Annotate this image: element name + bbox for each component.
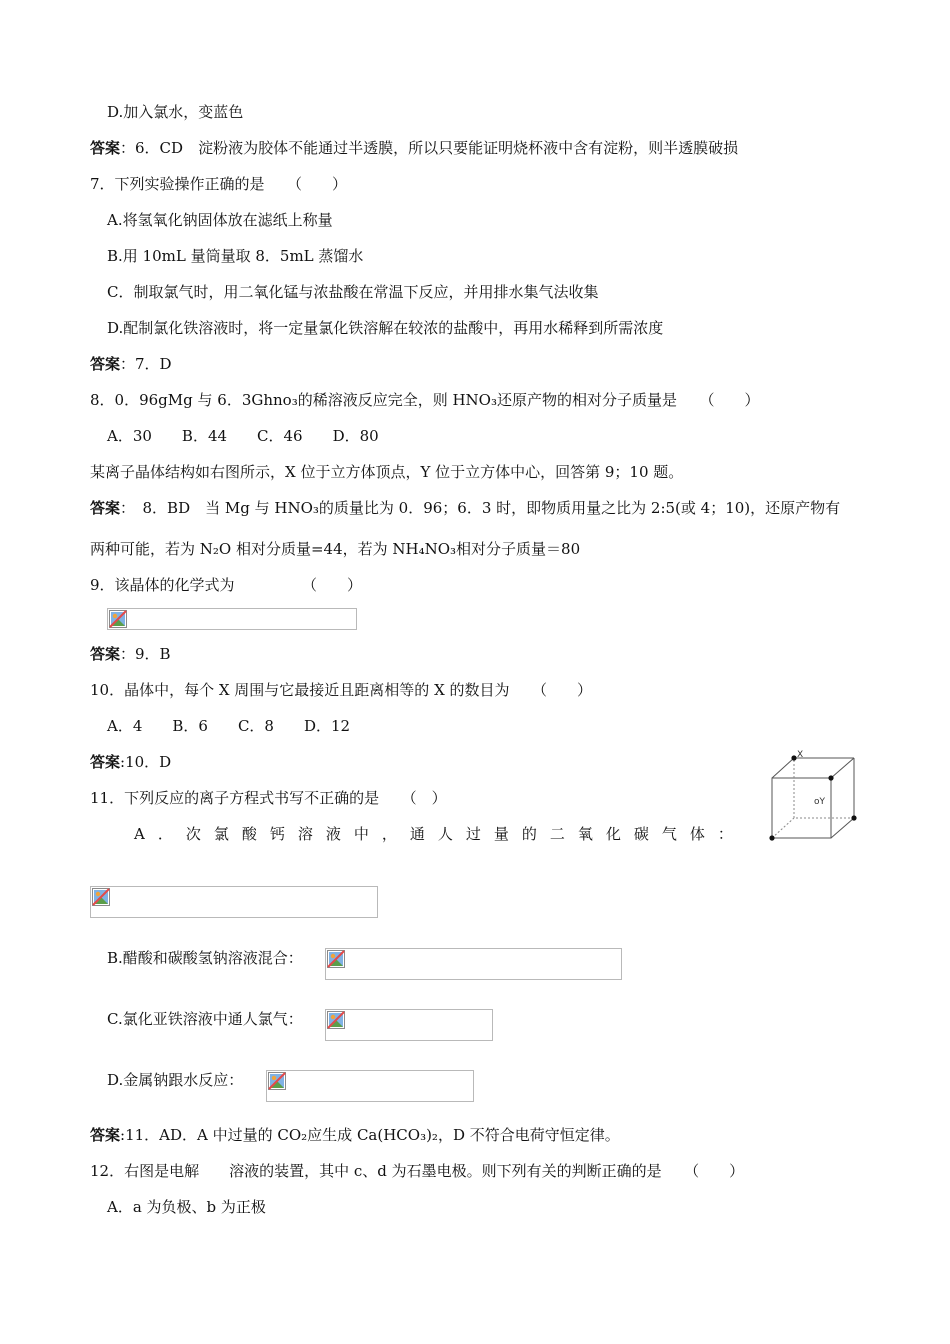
- missing-formula-image: [107, 608, 357, 630]
- broken-image-icon: [327, 1011, 345, 1029]
- q10-options: A．4 B．6 C．8 D．12: [107, 717, 351, 735]
- missing-equation-image: [266, 1070, 474, 1102]
- answer-text: ：9．B: [120, 645, 171, 663]
- answer-8: [90, 498, 840, 518]
- q11-option-b: B.醋酸和碳酸氢钠溶液混合：: [107, 949, 303, 967]
- answer-7: [90, 354, 172, 374]
- answer-label: 答案: [90, 355, 121, 373]
- missing-equation-image: [325, 948, 622, 980]
- answer-text: ： 8．BD 当 Mg 与 HNO₃的质量比为 0．96；6．3 时，即物质用量之比为 2:5(或 4；10)，还原产物有: [120, 499, 841, 517]
- q11-option-d: D.金属钠跟水反应：: [107, 1071, 244, 1089]
- broken-image-icon: [92, 888, 110, 906]
- answer-label: 答案: [90, 499, 121, 517]
- q6-option-d: D.加入氯水，变蓝色: [107, 103, 244, 121]
- q7-option-c: C．制取氯气时，用二氧化锰与浓盐酸在常温下反应，并用排水集气法收集: [107, 283, 599, 301]
- broken-image-icon: [109, 610, 127, 628]
- figure-label-y: oY: [814, 797, 826, 807]
- answer-6: [90, 138, 738, 158]
- answer-label: 答案: [90, 753, 121, 771]
- answer-text: ：6．CD 淀粉液为胶体不能通过半透膜，所以只要能证明烧杯液中含有淀粉，则半透膜破损: [120, 139, 739, 157]
- missing-equation-image: [90, 886, 378, 918]
- q7-option-d: D.配制氯化铁溶液时，将一定量氯化铁溶解在较浓的盐酸中，再用水稀释到所需浓度: [107, 319, 664, 337]
- question-8: 8．0．96gMg 与 6．3Ghno₃的稀溶液反应完全，则 HNO₃还原产物的相对分子质量是 （ ）: [90, 391, 760, 409]
- question-9: 9．该晶体的化学式为 （ ）: [90, 576, 363, 594]
- question-11: 11．下列反应的离子方程式书写不正确的是 （ ）: [90, 789, 447, 807]
- figure-label-x: X: [797, 750, 804, 760]
- answer-text: :11．AD．A 中过量的 CO₂应生成 Ca(HCO₃)₂，D 不符合电荷守恒定律。: [120, 1126, 620, 1144]
- q11-option-c: C.氯化亚铁溶液中通人氯气：: [107, 1010, 303, 1028]
- answer-9: [90, 644, 171, 664]
- answer-text: ：7．D: [120, 355, 172, 373]
- answer-text: :10．D: [120, 753, 172, 771]
- question-7: 7．下列实验操作正确的是 （ ）: [90, 175, 348, 193]
- q7-option-a: A.将氢氧化钠固体放在滤纸上称量: [107, 211, 333, 229]
- q7-option-b: B.用 10mL 量筒量取 8．5mL 蒸馏水: [107, 247, 364, 265]
- q8-options: A．30 B．44 C．46 D．80: [107, 427, 379, 445]
- q12-option-a: A．a 为负极、b 为正极: [107, 1198, 266, 1216]
- question-10: 10．晶体中，每个 X 周围与它最接近且距离相等的 X 的数目为 （ ）: [90, 681, 593, 699]
- answer-label: 答案: [90, 1126, 121, 1144]
- broken-image-icon: [327, 950, 345, 968]
- cube-crystal-figure: [764, 744, 864, 846]
- broken-image-icon: [268, 1072, 286, 1090]
- answer-11: [90, 1125, 620, 1145]
- answer-label: 答案: [90, 139, 121, 157]
- question-12: 12．右图是电解 溶液的装置，其中 c、d 为石墨电极。则下列有关的判断正确的是 （ ）: [90, 1162, 745, 1180]
- crystal-intro: 某离子晶体结构如右图所示，X 位于立方体顶点，Y 位于立方体中心，回答第 9；10 题。: [90, 463, 684, 481]
- q11-option-a: A．次氯酸钙溶液中，通人过量的二氧化碳气体：: [134, 825, 746, 843]
- answer-8-continued: 两种可能，若为 N₂O 相对分质量=44，若为 NH₄NO₃相对分子质量＝80: [90, 540, 581, 558]
- answer-10: [90, 752, 171, 772]
- missing-equation-image: [325, 1009, 493, 1041]
- answer-label: 答案: [90, 645, 121, 663]
